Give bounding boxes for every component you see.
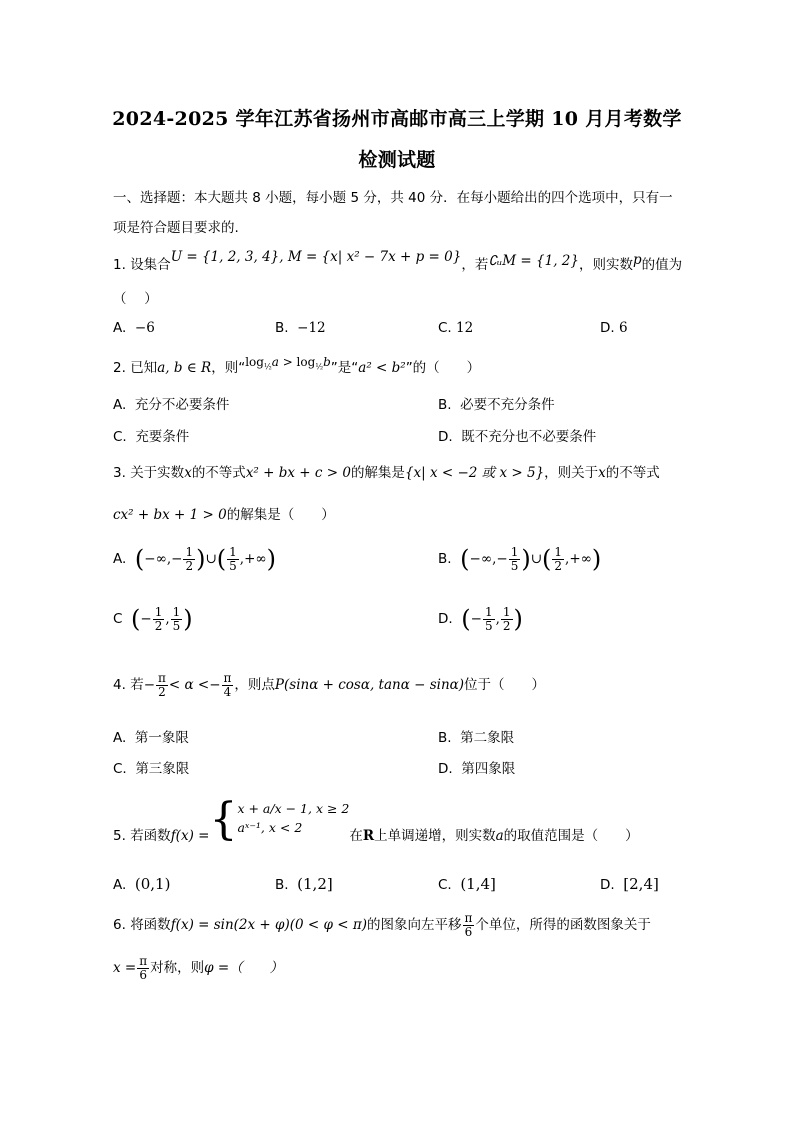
- option-a: A. 充分不必要条件: [113, 397, 230, 413]
- option-d: D. 第四象限: [438, 761, 516, 777]
- option-a: A. 第一象限: [113, 730, 189, 746]
- option-c: C. (1,4]: [438, 875, 496, 893]
- option-d: D. 6: [600, 320, 628, 336]
- option-b: B. (1,2]: [275, 875, 333, 893]
- option-d: D. 既不充分也不必要条件: [438, 429, 597, 445]
- section-instructions-cont: 项是符合题目要求的.: [113, 220, 239, 236]
- math-complement: ∁ᵤM = {1, 2}: [488, 253, 579, 269]
- option-b: B. (−∞,− $\frac{1}{5}$ )∪( $\frac{1}{2}$ ,+∞): [438, 545, 602, 574]
- question-3: 3. 关于实数x的不等式x² + bx + c > 0的解集是{x| x < −2 或 x > 5}，则关于x的不等式: [113, 465, 660, 481]
- question-1-paren: （ ）: [113, 291, 158, 307]
- option-a: A. (0,1): [113, 875, 171, 893]
- option-c: C. 第三象限: [113, 761, 190, 777]
- option-a: A. −6: [113, 320, 155, 336]
- math-solution-set: {x| x < −2 或 x > 5}: [404, 465, 545, 481]
- page-title: 2024-2025 学年江苏省扬州市高邮市高三上学期 10 月月考数学: [112, 108, 682, 130]
- math-set: U = {1, 2, 3, 4}, M = {x| x² − 7x + p = 0}: [170, 249, 462, 265]
- math-point: P(sinα + cosα, tanα − sinα): [274, 677, 465, 694]
- math-function: f(x) = sin(2x + φ)(0 < φ < π): [170, 917, 367, 934]
- question-1: 1. 设集合U = {1, 2, 3, 4}, M = {x| x² − 7x + p = 0}，若∁ᵤM = {1, 2}，则实数p的值为: [113, 249, 683, 273]
- page-subtitle: 检测试题: [358, 149, 436, 171]
- option-c: C. 12: [438, 320, 474, 336]
- option-d: D. (− $\frac{1}{5}$ , $\frac{1}{2}$ ): [438, 605, 523, 634]
- math-squares: a² < b²: [358, 360, 406, 376]
- question-2: 2. 已知a, b ∈ R，则“$\log_{\frac{1}{2}}a > \log_{\frac{1}{2}}b$”是“a² < b²”的（ ）: [113, 355, 481, 376]
- option-a: A. (−∞,− $\frac{1}{2}$ )∪( $\frac{1}{5}$ ,+∞): [113, 545, 277, 574]
- option-b: B. 第二象限: [438, 730, 515, 746]
- section-instructions: 一、选择题：本大题共 8 小题，每小题 5 分，共 40 分．在每小题给出的四个选项中，只有一: [113, 190, 673, 206]
- question-3-cont: cx² + bx + 1 > 0的解集是（ ）: [113, 507, 335, 523]
- question-6-cont: x = $\frac{\pi}{6}$ 对称，则φ =（ ）: [113, 954, 284, 982]
- option-d: D. [2,4]: [600, 875, 659, 893]
- question-number: 1.: [113, 257, 126, 273]
- math-inequality: x² + bx + c > 0: [245, 465, 351, 481]
- question-5: 5. 若函数f(x) ={ x + a/x − 1, x ≥ 2 aˣ⁻¹, x < 2 在R上单调递增，则实数a的取值范围是（ ）: [113, 794, 639, 845]
- question-4: 4. 若− $\frac{\pi}{2}$ < α <− $\frac{\pi}{4}$ ，则点P(sinα + cosα, tanα − sinα)位于（ ）: [113, 671, 546, 699]
- math-ab: a, b ∈ R: [157, 360, 212, 376]
- option-b: B. −12: [275, 320, 326, 336]
- option-b: B. 必要不充分条件: [438, 397, 555, 413]
- option-c: C. 充要条件: [113, 429, 190, 445]
- question-6: 6. 将函数f(x) = sin(2x + φ)(0 < φ < π)的图象向左平移 $\frac{\pi}{6}$ 个单位，所得的函数图象关于: [113, 911, 651, 939]
- option-c: C (− $\frac{1}{2}$ , $\frac{1}{5}$ ): [113, 605, 193, 634]
